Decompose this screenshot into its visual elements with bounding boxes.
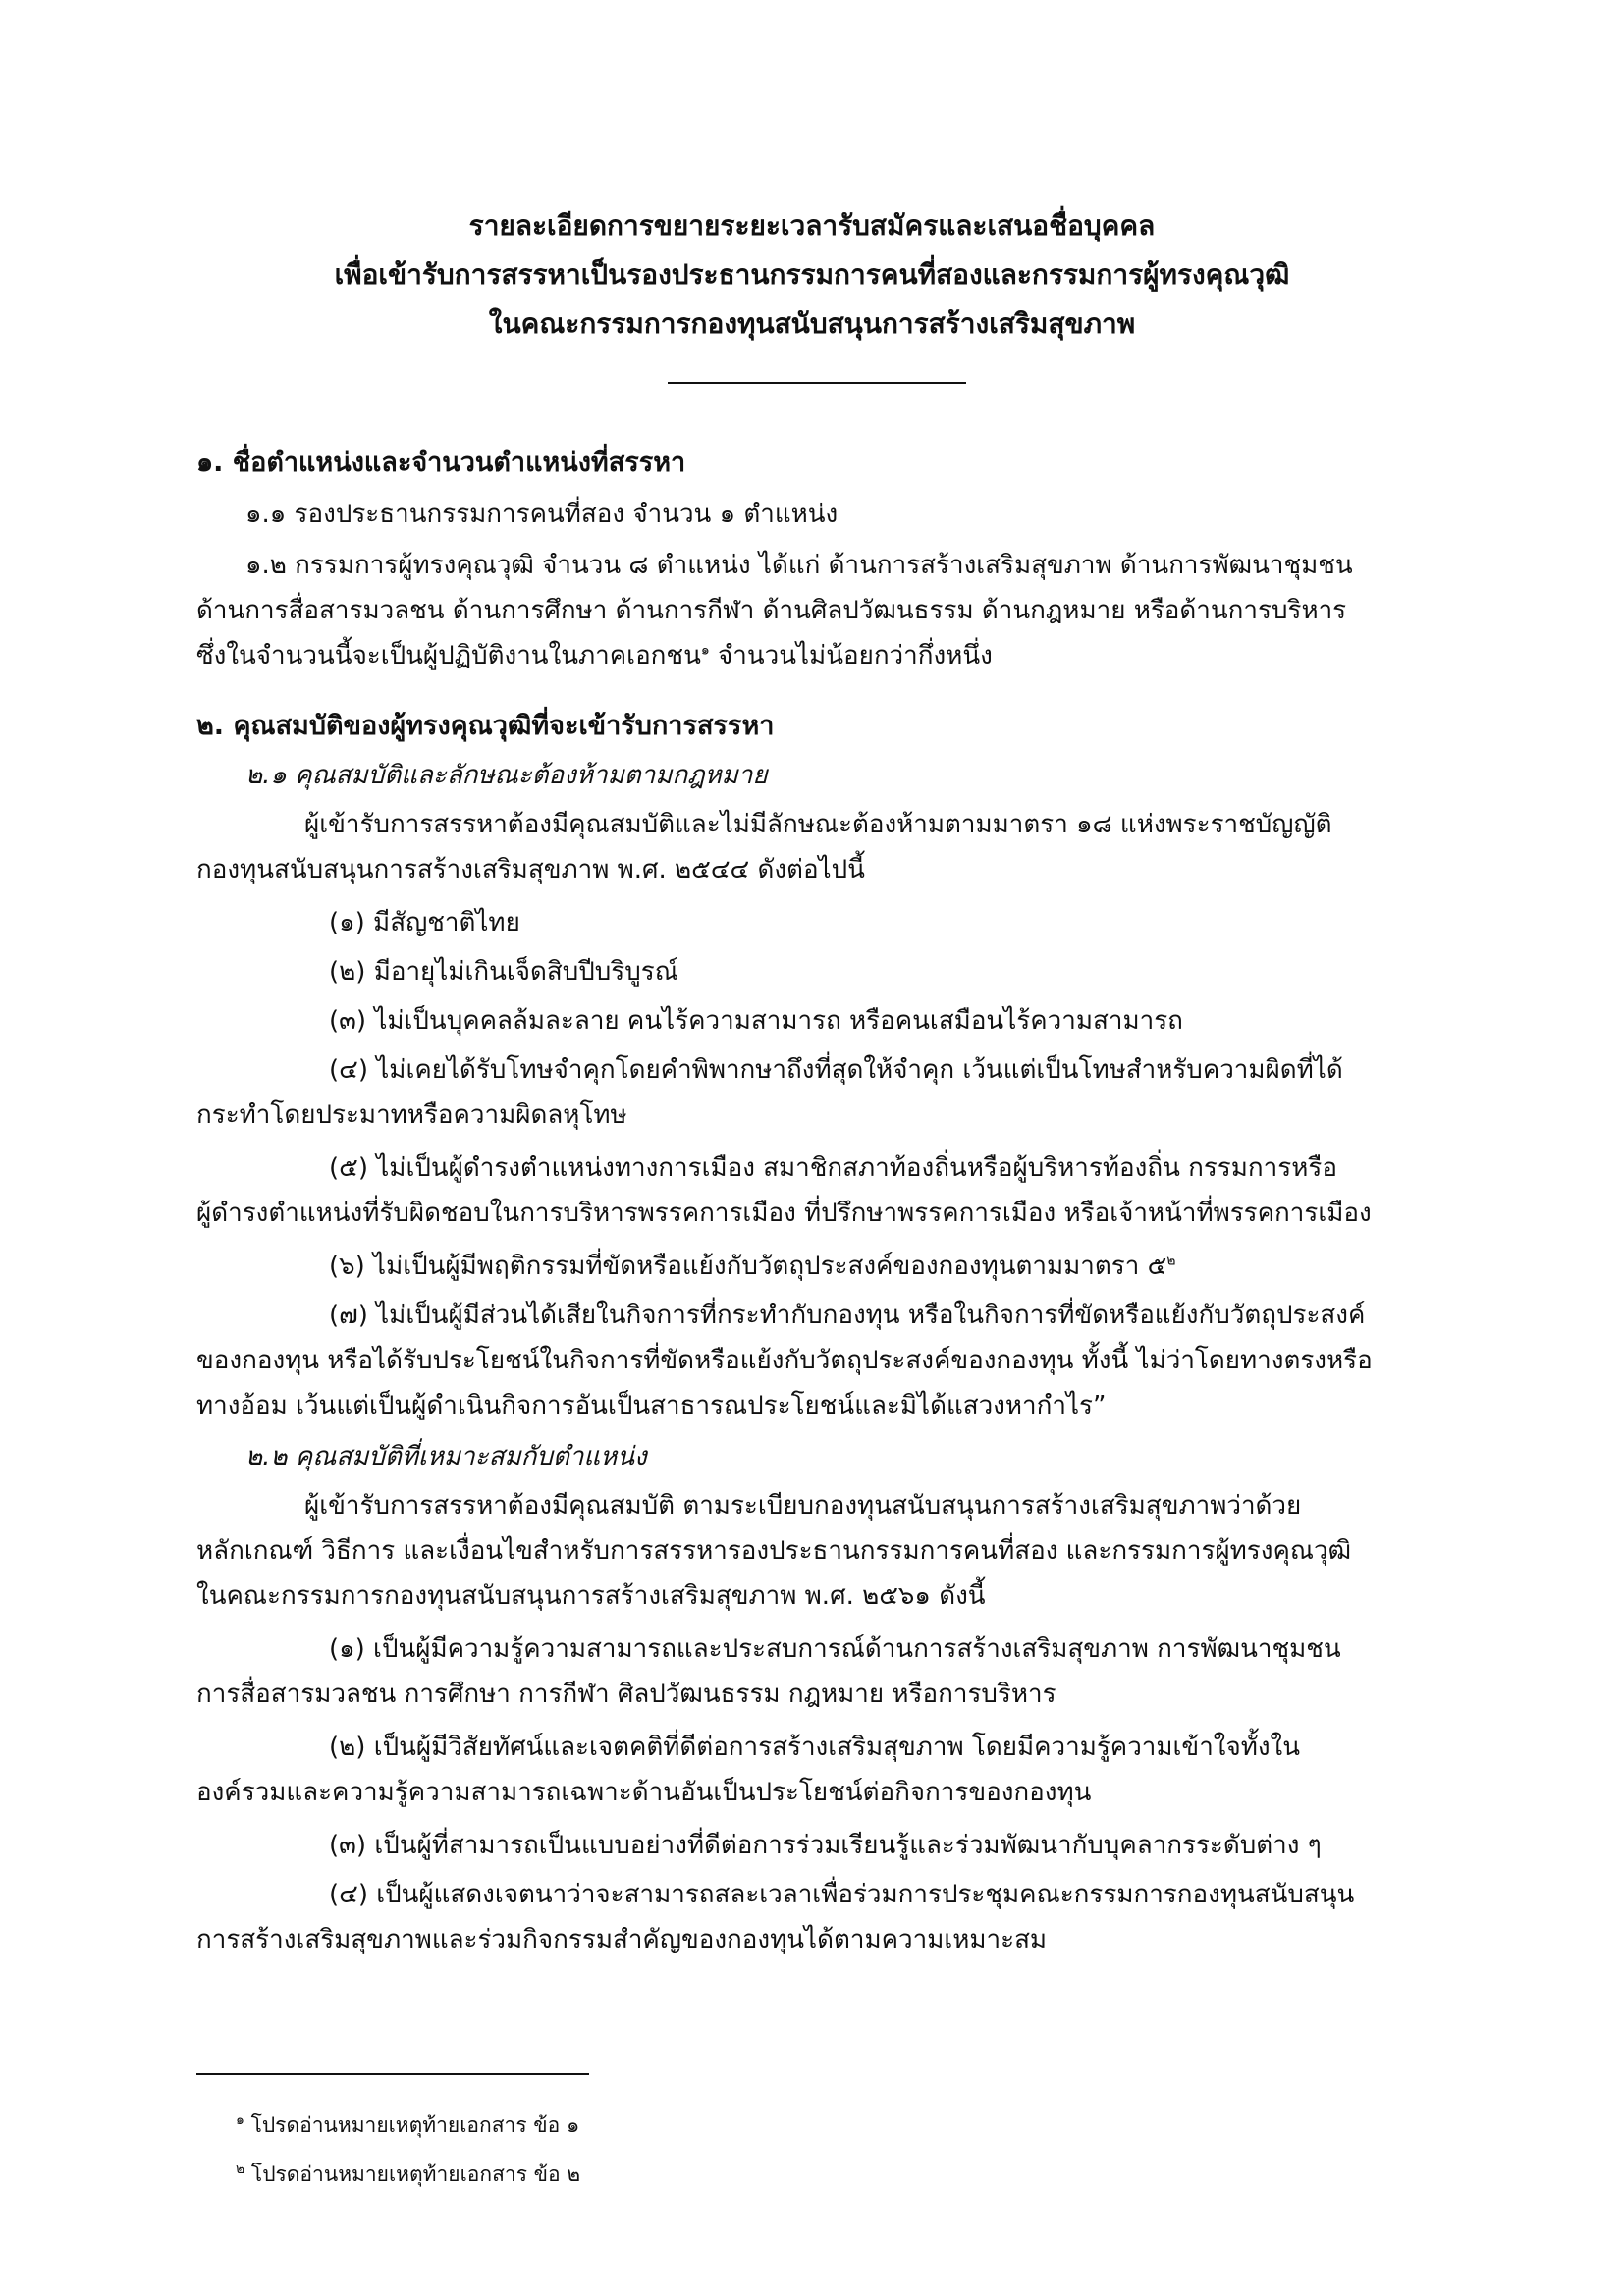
footnote-1: [236, 2110, 579, 2140]
section-2-heading: ๒. คุณสมบัติของผู้ทรงคุณวุฒิที่จะเข้ารับการสรรหา: [196, 711, 775, 741]
section-2-1-intro-line-1: ผู้เข้ารับการสรรหาต้องมีคุณสมบัติและไม่มีลักษณะต้องห้ามตามมาตรา ๑๘ แห่งพระราชบัญญัติ: [304, 810, 1332, 839]
title-line-2: เพื่อเข้ารับการสรรหาเป็นรองประธานกรรมการคนที่สองและกรรมการผู้ทรงคุณวุฒิ: [334, 258, 1290, 291]
footnote-2: [236, 2160, 580, 2189]
property-2-line-1: (๒) เป็นผู้มีวิสัยทัศน์และเจตคติที่ดีต่อการสร้างเสริมสุขภาพ โดยมีความรู้ความเข้าใจทั้งใน: [329, 1733, 1301, 1762]
section-2-2-heading: ๒.๒ คุณสมบัติที่เหมาะสมกับตำแหน่ง: [245, 1442, 647, 1471]
qualification-6: [329, 1247, 1176, 1286]
footnote-2-text: โปรดอ่านหมายเหตุท้ายเอกสาร ข้อ ๒: [244, 2163, 581, 2186]
property-1-line-1: (๑) เป็นผู้มีความรู้ความสามารถและประสบการณ์ด้านการสร้างเสริมสุขภาพ การพัฒนาชุมชน: [329, 1634, 1341, 1664]
property-1-line-2: การสื่อสารมวลชน การศึกษา การกีฬา ศิลปวัฒนธรรม กฎหมาย หรือการบริหาร: [196, 1680, 1056, 1709]
footnote-ref-1: ๑: [700, 642, 710, 659]
section-2-2-intro-line-3: ในคณะกรรมการกองทุนสนับสนุนการสร้างเสริมสุขภาพ พ.ศ. ๒๕๖๑ ดังนี้: [196, 1581, 986, 1611]
section-1-item-1: ๑.๑ รองประธานกรรมการคนที่สอง จำนวน ๑ ตำแหน่ง: [245, 500, 839, 529]
document-title: [196, 201, 1428, 348]
qualification-7-line-1: (๗) ไม่เป็นผู้มีส่วนได้เสียในกิจการที่กระทำกับกองทุน หรือในกิจการที่ขัดหรือแย้งกับวัตถุประสงค์: [329, 1301, 1366, 1330]
title-divider: [668, 382, 966, 384]
qualification-4-line-1: (๔) ไม่เคยได้รับโทษจำคุกโดยคำพิพากษาถึงที่สุดให้จำคุก เว้นแต่เป็นโทษสำหรับความผิดที่ได้: [329, 1055, 1343, 1085]
item-2-text: ซึ่งในจำนวนนี้จะเป็นผู้ปฏิบัติงานในภาคเอกชน: [196, 641, 701, 670]
section-2-1-heading: ๒.๑ คุณสมบัติและลักษณะต้องห้ามตามกฎหมาย: [245, 761, 768, 790]
item-2-text-end: จำนวนไม่น้อยกว่ากึ่งหนึ่ง: [709, 641, 993, 670]
qualification-1: (๑) มีสัญชาติไทย: [329, 908, 520, 937]
qualification-6-text: (๖) ไม่เป็นผู้มีพฤติกรรมที่ขัดหรือแย้งกับวัตถุประสงค์ของกองทุนตามมาตรา ๕: [329, 1252, 1167, 1281]
qualification-4-line-2: กระทำโดยประมาทหรือความผิดลหุโทษ: [196, 1100, 627, 1130]
property-4-line-2: การสร้างเสริมสุขภาพและร่วมกิจกรรมสำคัญของกองทุนได้ตามความเหมาะสม: [196, 1925, 1048, 1954]
qualification-5-line-2: ผู้ดำรงตำแหน่งที่รับผิดชอบในการบริหารพรรคการเมือง ที่ปรึกษาพรรคการเมือง หรือเจ้าหน้าที่พรรคการเมือง: [196, 1199, 1372, 1228]
property-2-line-2: องค์รวมและความรู้ความสามารถเฉพาะด้านอันเป็นประโยชน์ต่อกิจการของกองทุน: [196, 1778, 1092, 1807]
section-1-heading: ๑. ชื่อตำแหน่งและจำนวนตำแหน่งที่สรรหา: [196, 448, 686, 478]
property-4-line-1: (๔) เป็นผู้แสดงเจตนาว่าจะสามารถสละเวลาเพื่อร่วมการประชุมคณะกรรมการกองทุนสนับสนุน: [329, 1880, 1355, 1909]
qualification-7-line-2: ของกองทุน หรือได้รับประโยชน์ในกิจการที่ขัดหรือแย้งกับวัตถุประสงค์ของกองทุน ทั้งนี้ ไม่ว่าโดยทางตรงหรือ: [196, 1346, 1373, 1375]
footnote-divider: [196, 2073, 589, 2075]
qualification-7-line-3: ทางอ้อม เว้นแต่เป็นผู้ดำเนินกิจการอันเป็นสาธารณประโยชน์และมิได้แสวงหากำไร”: [196, 1391, 1107, 1420]
footnote-1-mark: ๑: [236, 2112, 244, 2128]
section-1-item-2-line-2: ด้านการสื่อสารมวลชน ด้านการศึกษา ด้านการกีฬา ด้านศิลปวัฒนธรรม ด้านกฎหมาย หรือด้านการบริหาร: [196, 596, 1347, 625]
qualification-5-line-1: (๕) ไม่เป็นผู้ดำรงตำแหน่งทางการเมือง สมาชิกสภาท้องถิ่นหรือผู้บริหารท้องถิ่น กรรมการหรือ: [329, 1153, 1337, 1183]
footnote-2-mark: ๒: [236, 2162, 245, 2177]
section-2-1-intro-line-2: กองทุนสนับสนุนการสร้างเสริมสุขภาพ พ.ศ. ๒๕๔๔ ดังต่อไปนี้: [196, 855, 865, 884]
footnote-ref-2: ๒: [1166, 1253, 1176, 1269]
title-line-1: รายละเอียดการขยายระยะเวลารับสมัครและเสนอชื่อบุคคล: [468, 209, 1156, 241]
section-2-2-intro-line-1: ผู้เข้ารับการสรรหาต้องมีคุณสมบัติ ตามระเบียบกองทุนสนับสนุนการสร้างเสริมสุขภาพว่าด้วย: [304, 1491, 1302, 1521]
section-2-2-intro-line-2: หลักเกณฑ์ วิธีการ และเงื่อนไขสำหรับการสรรหารองประธานกรรมการคนที่สอง และกรรมการผู้ทรงคุณวุฒิ: [196, 1536, 1352, 1566]
property-3: (๓) เป็นผู้ที่สามารถเป็นแบบอย่างที่ดีต่อการร่วมเรียนรู้และร่วมพัฒนากับบุคลากรระดับต่าง ๆ: [329, 1831, 1322, 1860]
title-line-3: ในคณะกรรมการกองทุนสนับสนุนการสร้างเสริมสุขภาพ: [488, 307, 1136, 340]
section-1-item-2-line-3: [196, 636, 993, 675]
qualification-2: (๒) มีอายุไม่เกินเจ็ดสิบปีบริบูรณ์: [329, 957, 678, 987]
section-1-item-2-line-1: ๑.๒ กรรมการผู้ทรงคุณวุฒิ จำนวน ๘ ตำแหน่ง ได้แก่ ด้านการสร้างเสริมสุขภาพ ด้านการพัฒนาชุมชน: [245, 551, 1353, 580]
footnote-1-text: โปรดอ่านหมายเหตุท้ายเอกสาร ข้อ ๑: [244, 2113, 580, 2137]
qualification-3: (๓) ไม่เป็นบุคคลล้มละลาย คนไร้ความสามารถ หรือคนเสมือนไร้ความสามารถ: [329, 1006, 1183, 1036]
